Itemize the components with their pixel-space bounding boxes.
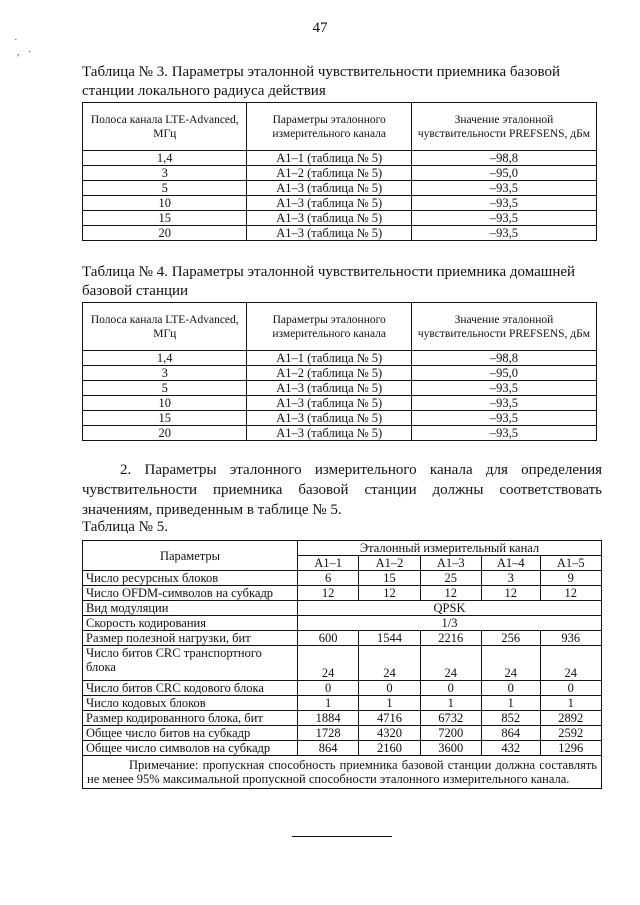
table5-row-label: Число битов CRC транспортного блока: [83, 646, 298, 681]
table5-value: 1: [298, 696, 359, 711]
table-cell: A1–3 (таблица № 5): [247, 396, 411, 411]
table5-value: 0: [481, 681, 540, 696]
table5-value: 256: [481, 631, 540, 646]
table5-value: 1884: [298, 711, 359, 726]
table5-value: 3: [481, 571, 540, 586]
table5-value: 600: [298, 631, 359, 646]
table5-header-group: Эталонный измерительный канал: [298, 541, 602, 556]
table-cell: A1–2 (таблица № 5): [247, 166, 411, 181]
table5-value: 936: [540, 631, 601, 646]
table-cell: 10: [83, 196, 247, 211]
table3-caption: [82, 63, 602, 101]
table-cell: A1–3 (таблица № 5): [247, 411, 411, 426]
table5-row-label: Скорость кодирования: [83, 616, 298, 631]
table4: [82, 302, 597, 441]
table5-row-label: Число ресурсных блоков: [83, 571, 298, 586]
table5-value: 0: [540, 681, 601, 696]
table5-value: 864: [481, 726, 540, 741]
table-cell: A1–3 (таблица № 5): [247, 426, 411, 441]
table5-value: 2216: [420, 631, 481, 646]
margin-marks: · , ·: [14, 34, 32, 58]
table-cell: –98,8: [411, 351, 596, 366]
table5-value: 0: [420, 681, 481, 696]
table-row: [83, 601, 602, 616]
table5-value: 7200: [420, 726, 481, 741]
table-cell: –93,5: [411, 181, 596, 196]
table-row: [83, 211, 597, 226]
table-cell: –93,5: [411, 426, 596, 441]
table-row: [83, 411, 597, 426]
table5-value: 4716: [359, 711, 420, 726]
table-cell: 10: [83, 396, 247, 411]
table5-channel-header: A1–1: [298, 556, 359, 571]
table-row: [83, 571, 602, 586]
table5-value: 864: [298, 741, 359, 756]
table-row: [83, 181, 597, 196]
table-cell: 20: [83, 226, 247, 241]
table5-value: 24: [359, 646, 420, 681]
table-row: [83, 681, 602, 696]
table-row: [83, 631, 602, 646]
table-cell: 15: [83, 211, 247, 226]
table5-value: 1: [481, 696, 540, 711]
table5-value: 12: [481, 586, 540, 601]
table5-value: 2160: [359, 741, 420, 756]
table5-value: 852: [481, 711, 540, 726]
table-cell: –93,5: [411, 381, 596, 396]
table5-row-label: Число OFDM-символов на субкадр: [83, 586, 298, 601]
table5-value: 1: [359, 696, 420, 711]
table-cell: A1–1 (таблица № 5): [247, 351, 411, 366]
table5-value: 3600: [420, 741, 481, 756]
table-cell: –93,5: [411, 226, 596, 241]
table5-value: 0: [298, 681, 359, 696]
table-row: [83, 366, 597, 381]
table3-caption-text: Параметры эталонной чувствительности приемника базовой станции локального радиуса действия: [82, 64, 561, 99]
table5-value: 24: [420, 646, 481, 681]
table5-value: 1544: [359, 631, 420, 646]
table-row: [83, 196, 597, 211]
table-cell: 5: [83, 381, 247, 396]
table5-row-label: Общее число символов на субкадр: [83, 741, 298, 756]
table-row: [83, 226, 597, 241]
table-row: [83, 741, 602, 756]
table-cell: –95,0: [411, 366, 596, 381]
table5-value: 2892: [540, 711, 601, 726]
table3-caption-label: Таблица № 3.: [82, 64, 168, 80]
table5-value: 4320: [359, 726, 420, 741]
table-cell: 15: [83, 411, 247, 426]
table5-note: Примечание: пропускная способность приемника базовой станции должна составлять не менее 95% максимальной пропускной способности эталонного измерительного канала.: [83, 756, 602, 789]
table5-span-value: QPSK: [298, 601, 602, 616]
table-row: [83, 586, 602, 601]
table-cell: A1–3 (таблица № 5): [247, 211, 411, 226]
table5-value: 12: [540, 586, 601, 601]
table5-channel-header: A1–3: [420, 556, 481, 571]
table-row: [83, 616, 602, 631]
table-row: [83, 151, 597, 166]
table3: [82, 102, 597, 241]
table-row: [83, 351, 597, 366]
table5-value: 6732: [420, 711, 481, 726]
table4-caption-label: Таблица № 4.: [82, 264, 168, 280]
paragraph-2: 2. Параметры эталонного измерительного канала для определения чувствительности приемника базовой станции должны соответствовать значениям, приведенным в таблице № 5.: [82, 462, 602, 518]
table-cell: 1,4: [83, 151, 247, 166]
table-cell: A1–3 (таблица № 5): [247, 181, 411, 196]
table-cell: –95,0: [411, 166, 596, 181]
table5-value: 12: [298, 586, 359, 601]
table5-row-label: Размер кодированного блока, бит: [83, 711, 298, 726]
table5-row-label: Общее число битов на субкадр: [83, 726, 298, 741]
table5-header-params: Параметры: [83, 541, 298, 571]
table4-caption: [82, 263, 602, 301]
table5-value: 15: [359, 571, 420, 586]
table-row: [83, 166, 597, 181]
table-cell: –93,5: [411, 211, 596, 226]
table5-value: 0: [359, 681, 420, 696]
table5-value: 6: [298, 571, 359, 586]
table-cell: A1–2 (таблица № 5): [247, 366, 411, 381]
table4-header-channel: Параметры эталонного измерительного канала: [247, 303, 411, 351]
table5-value: 1: [540, 696, 601, 711]
table3-header-sensitivity: Значение эталонной чувствительности PREFSENS, дБм: [411, 103, 596, 151]
table3-header-bandwidth: Полоса канала LTE-Advanced, МГц: [83, 103, 247, 151]
table5-value: 1296: [540, 741, 601, 756]
table5-value: 12: [359, 586, 420, 601]
table-cell: 20: [83, 426, 247, 441]
table5: [82, 540, 602, 789]
table-cell: A1–3 (таблица № 5): [247, 381, 411, 396]
table-cell: 1,4: [83, 351, 247, 366]
table-row: [83, 696, 602, 711]
table5-row-label: Размер полезной нагрузки, бит: [83, 631, 298, 646]
table5-value: 432: [481, 741, 540, 756]
table-cell: –93,5: [411, 396, 596, 411]
table5-row-label: Вид модуляции: [83, 601, 298, 616]
table5-row-label: Число кодовых блоков: [83, 696, 298, 711]
table5-value: 24: [540, 646, 601, 681]
table-row: [83, 381, 597, 396]
table5-value: 24: [481, 646, 540, 681]
table5-row-label: Число битов CRC кодового блока: [83, 681, 298, 696]
table-cell: 3: [83, 366, 247, 381]
table-cell: –98,8: [411, 151, 596, 166]
page-number: 47: [312, 20, 328, 36]
table-row: [83, 426, 597, 441]
table4-header-sensitivity: Значение эталонной чувствительности PREFSENS, дБм: [411, 303, 596, 351]
table5-value: 2592: [540, 726, 601, 741]
table-cell: –93,5: [411, 196, 596, 211]
table5-channel-header: A1–2: [359, 556, 420, 571]
table-cell: A1–3 (таблица № 5): [247, 196, 411, 211]
table5-value: 1728: [298, 726, 359, 741]
table4-caption-text: Параметры эталонной чувствительности приемника домашней базовой станции: [82, 264, 576, 299]
footer-divider: [292, 836, 392, 837]
table5-value: 1: [420, 696, 481, 711]
table5-channel-header: A1–5: [540, 556, 601, 571]
table-cell: A1–3 (таблица № 5): [247, 226, 411, 241]
table5-value: 12: [420, 586, 481, 601]
table-cell: 5: [83, 181, 247, 196]
table-row: [83, 646, 602, 681]
table3-header-channel: Параметры эталонного измерительного канала: [247, 103, 411, 151]
table5-value: 9: [540, 571, 601, 586]
table5-value: 25: [420, 571, 481, 586]
table5-caption: Таблица № 5.: [82, 519, 168, 535]
table-cell: –93,5: [411, 411, 596, 426]
table-row: [83, 711, 602, 726]
table5-value: 24: [298, 646, 359, 681]
table-row: [83, 726, 602, 741]
table5-span-value: 1/3: [298, 616, 602, 631]
table-cell: A1–1 (таблица № 5): [247, 151, 411, 166]
table-row: [83, 396, 597, 411]
table5-channel-header: A1–4: [481, 556, 540, 571]
table4-header-bandwidth: Полоса канала LTE-Advanced, МГц: [83, 303, 247, 351]
table-cell: 3: [83, 166, 247, 181]
